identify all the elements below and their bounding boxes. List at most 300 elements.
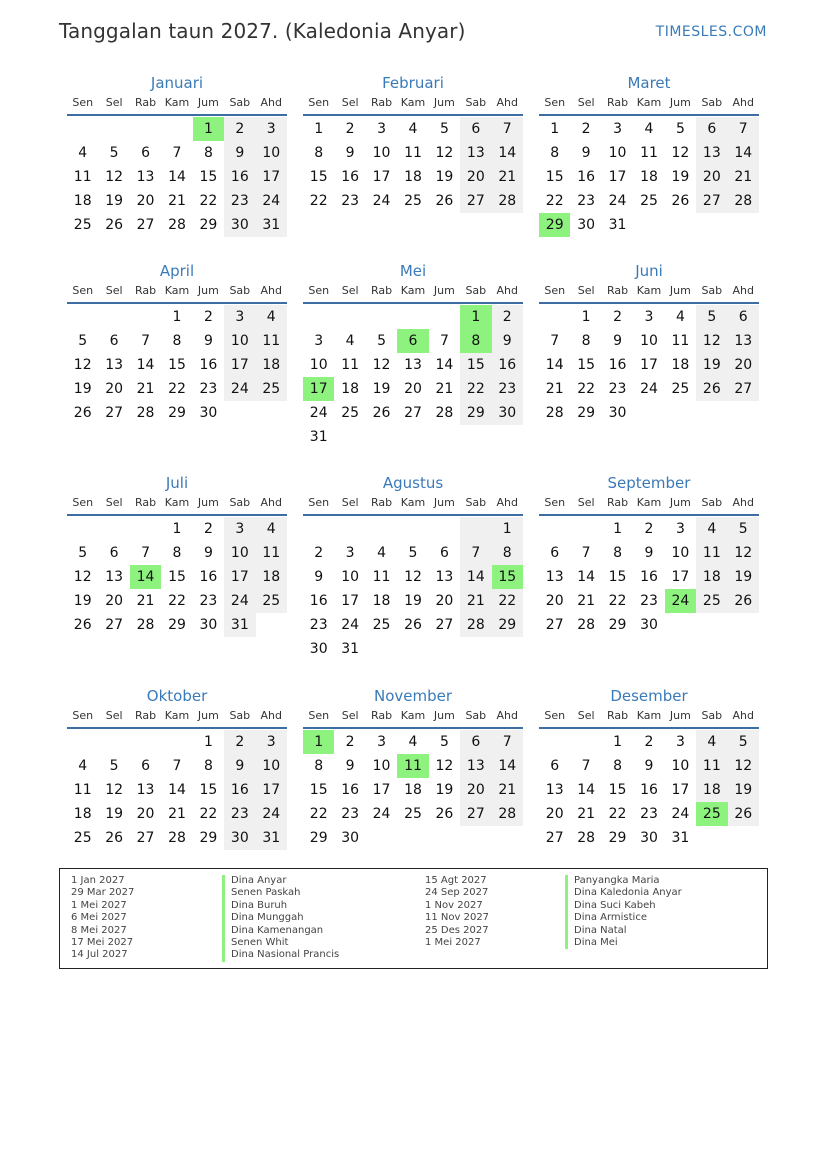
day-cell: 4 (408, 121, 418, 137)
day-cell: 26 (671, 193, 690, 209)
day-cell: 7 (550, 333, 560, 349)
day-cell: 20 (105, 593, 124, 609)
day-cell: 2 (224, 117, 255, 141)
day-cell: 23 (199, 381, 218, 397)
day-cell: 30 (309, 641, 328, 657)
day-cell: 17 (608, 169, 627, 185)
day-cell: 20 (545, 593, 564, 609)
weekday-label: Ahd (496, 496, 518, 509)
day-cell: 30 (199, 405, 218, 421)
day-cell: 13 (728, 329, 759, 353)
day-cell: 24 (256, 189, 287, 213)
day-cell: 16 (341, 169, 360, 185)
weekday-label: Jum (669, 496, 691, 509)
empty-cell (130, 730, 161, 754)
day-cell: 26 (728, 802, 759, 826)
day-cell: 3 (345, 545, 355, 561)
day-cell: 19 (696, 353, 727, 377)
day-cell: 9 (644, 758, 654, 774)
day-cell: 22 (492, 589, 523, 613)
day-cell: 26 (728, 589, 759, 613)
day-cell: 2 (581, 121, 591, 137)
day-cell: 16 (577, 169, 596, 185)
day-cell: 21 (136, 381, 155, 397)
month-juli (67, 472, 287, 637)
day-cell: 8 (172, 333, 182, 349)
day-cell: 6 (728, 305, 759, 329)
holiday-name: Dina Buruh (222, 900, 339, 912)
weekday-header (303, 707, 523, 729)
weekday-label: Sen (308, 96, 330, 109)
day-cell: 31 (309, 429, 328, 445)
holiday-day-cell: 29 (539, 213, 570, 237)
day-cell: 5 (439, 734, 449, 750)
day-cell: 14 (492, 141, 523, 165)
day-cell: 25 (73, 830, 92, 846)
weekday-label: Jum (197, 496, 219, 509)
month-name: Mei (399, 262, 427, 280)
day-cell: 28 (545, 405, 564, 421)
day-cell: 16 (640, 782, 658, 798)
day-cell: 7 (172, 758, 182, 774)
day-cell: 20 (696, 165, 727, 189)
holiday-name: Dina Armistice (565, 912, 682, 924)
weekday-label: Jum (197, 284, 219, 297)
day-cell: 13 (696, 141, 727, 165)
day-cell: 4 (696, 730, 727, 754)
weekday-label: Sel (105, 284, 123, 297)
day-cell: 30 (577, 217, 596, 233)
weekday-label: Kam (636, 496, 662, 509)
holiday-date: 25 Des 2027 (425, 924, 489, 936)
holiday-day-cell: 1 (303, 730, 334, 754)
weekday-header (303, 282, 523, 304)
day-cell: 19 (435, 782, 454, 798)
empty-cell (98, 305, 129, 329)
weekday-label: Sel (341, 284, 359, 297)
day-cell: 6 (141, 145, 151, 161)
month-februari (303, 72, 523, 213)
day-cell: 5 (696, 305, 727, 329)
weekday-label: Jum (433, 496, 455, 509)
holiday-day-cell: 17 (303, 377, 334, 401)
weekday-label: Sel (341, 496, 359, 509)
day-cell: 8 (172, 545, 182, 561)
month-name: Januari (150, 74, 204, 92)
day-cell: 8 (203, 758, 213, 774)
day-cell: 21 (168, 806, 186, 822)
day-cell: 26 (435, 193, 454, 209)
day-cell: 9 (224, 754, 255, 778)
day-cell: 2 (644, 521, 654, 537)
day-cell: 29 (460, 401, 491, 425)
day-cell: 12 (105, 169, 124, 185)
empty-cell (397, 517, 428, 541)
weekday-label: Rab (606, 284, 629, 297)
day-cell: 9 (345, 145, 355, 161)
day-cell: 15 (199, 782, 218, 798)
weekday-label: Sel (105, 496, 123, 509)
day-cell: 20 (460, 778, 491, 802)
day-cell: 22 (199, 193, 218, 209)
day-cell: 19 (671, 169, 690, 185)
day-cell: 13 (404, 357, 422, 373)
day-cell: 20 (136, 193, 155, 209)
day-cell: 18 (696, 778, 727, 802)
weekday-label: Ahd (496, 96, 518, 109)
day-cell: 22 (199, 806, 218, 822)
weekday-label: Sel (105, 709, 123, 722)
day-cell: 22 (168, 381, 186, 397)
day-cell: 23 (640, 806, 658, 822)
month-mei (303, 260, 523, 449)
weekday-header (539, 494, 759, 516)
holiday-date: 6 Mei 2027 (71, 912, 127, 924)
day-cell: 11 (73, 169, 92, 185)
weekday-header (67, 282, 287, 304)
month-november (303, 685, 523, 850)
day-cell: 5 (675, 121, 685, 137)
day-cell: 16 (309, 593, 328, 609)
day-cell: 6 (696, 117, 727, 141)
weekday-label: Ahd (732, 284, 754, 297)
day-cell: 5 (78, 545, 88, 561)
weekday-label: Sab (465, 284, 487, 297)
day-cell: 19 (728, 565, 759, 589)
day-cell: 31 (256, 826, 287, 850)
day-cell: 28 (168, 217, 186, 233)
holiday-date: 1 Mei 2027 (425, 936, 481, 948)
day-cell: 9 (581, 145, 591, 161)
day-cell: 5 (408, 545, 418, 561)
day-cell: 28 (492, 802, 523, 826)
day-cell: 19 (372, 381, 391, 397)
day-cell: 26 (372, 405, 391, 421)
day-cell: 8 (314, 758, 324, 774)
weekday-label: Ahd (260, 284, 282, 297)
weekday-label: Rab (606, 96, 629, 109)
month-name: September (607, 474, 691, 492)
day-cell: 7 (141, 545, 151, 561)
weekday-label: Ahd (260, 709, 282, 722)
day-cell: 3 (613, 121, 623, 137)
day-cell: 15 (168, 357, 186, 373)
day-cell: 28 (460, 613, 491, 637)
weekday-label: Jum (669, 709, 691, 722)
day-cell: 9 (644, 545, 654, 561)
day-cell: 19 (73, 593, 92, 609)
day-cell: 30 (341, 830, 360, 846)
holiday-name: Dina Natal (565, 925, 682, 937)
weekday-label: Sen (544, 284, 566, 297)
day-cell: 31 (224, 613, 255, 637)
month-name: Agustus (382, 474, 444, 492)
day-cell: 19 (435, 169, 454, 185)
day-cell: 12 (73, 357, 92, 373)
day-cell: 10 (671, 545, 690, 561)
day-cell: 25 (256, 589, 287, 613)
weekday-label: Sen (308, 496, 330, 509)
day-cell: 7 (172, 145, 182, 161)
day-cell: 14 (136, 357, 155, 373)
empty-cell (98, 517, 129, 541)
empty-cell (366, 305, 397, 329)
day-cell: 14 (728, 141, 759, 165)
day-cell: 6 (141, 758, 151, 774)
holiday-date: 11 Nov 2027 (425, 912, 490, 924)
day-cell: 12 (404, 569, 422, 585)
weekday-label: Ahd (732, 496, 754, 509)
day-cell: 14 (545, 357, 564, 373)
weekday-label: Sab (701, 96, 723, 109)
day-cell: 25 (404, 806, 422, 822)
day-cell: 30 (224, 213, 255, 237)
day-cell: 2 (203, 521, 213, 537)
day-cell: 7 (581, 545, 591, 561)
day-cell: 22 (460, 377, 491, 401)
weekday-label: Ahd (260, 96, 282, 109)
weekday-label: Sel (341, 709, 359, 722)
day-cell: 14 (577, 569, 596, 585)
day-cell: 24 (608, 193, 627, 209)
day-cell: 21 (492, 165, 523, 189)
day-grid (303, 517, 523, 661)
day-cell: 17 (256, 778, 287, 802)
day-cell: 4 (256, 305, 287, 329)
day-cell: 27 (460, 189, 491, 213)
day-cell: 12 (435, 758, 454, 774)
day-cell: 9 (613, 333, 623, 349)
holiday-date: 24 Sep 2027 (425, 887, 489, 899)
day-cell: 6 (109, 545, 119, 561)
weekday-header (539, 707, 759, 729)
day-cell: 29 (168, 405, 186, 421)
weekday-label: Jum (669, 96, 691, 109)
weekday-label: Kam (164, 96, 190, 109)
empty-cell (429, 305, 460, 329)
day-cell: 3 (675, 521, 685, 537)
day-cell: 6 (460, 117, 491, 141)
day-cell: 16 (199, 569, 218, 585)
month-name: Juni (635, 262, 663, 280)
day-cell: 4 (377, 545, 387, 561)
weekday-header (539, 282, 759, 304)
day-cell: 12 (372, 357, 391, 373)
day-cell: 19 (105, 193, 124, 209)
day-cell: 15 (608, 782, 627, 798)
day-cell: 27 (545, 617, 564, 633)
day-cell: 1 (581, 309, 591, 325)
holiday-date: 17 Mei 2027 (71, 936, 134, 948)
day-cell: 14 (435, 357, 454, 373)
day-cell: 19 (728, 778, 759, 802)
day-cell: 29 (309, 830, 328, 846)
day-cell: 31 (608, 217, 627, 233)
day-cell: 29 (492, 613, 523, 637)
day-cell: 26 (105, 217, 124, 233)
legend-names-col-1 (222, 875, 339, 962)
day-cell: 18 (73, 806, 92, 822)
day-cell: 23 (309, 617, 328, 633)
empty-cell (303, 305, 334, 329)
holiday-day-cell: 1 (193, 117, 224, 141)
day-cell: 28 (728, 189, 759, 213)
day-cell: 27 (404, 405, 422, 421)
day-cell: 4 (675, 309, 685, 325)
weekday-label: Kam (400, 709, 426, 722)
day-cell: 28 (492, 189, 523, 213)
day-cell: 18 (404, 169, 422, 185)
day-cell: 16 (608, 357, 627, 373)
day-cell: 12 (728, 541, 759, 565)
weekday-label: Kam (636, 709, 662, 722)
day-cell: 17 (224, 353, 255, 377)
holiday-date: 29 Mar 2027 (71, 887, 135, 899)
day-cell: 5 (728, 730, 759, 754)
day-cell: 21 (545, 381, 564, 397)
day-cell: 23 (577, 193, 596, 209)
holiday-name: Senen Whit (222, 937, 339, 949)
day-cell: 7 (492, 117, 523, 141)
legend-dates-col-2 (425, 875, 489, 949)
day-cell: 14 (168, 782, 186, 798)
weekday-label: Sab (465, 709, 487, 722)
empty-cell (161, 730, 192, 754)
day-cell: 13 (460, 141, 491, 165)
weekday-label: Sen (544, 709, 566, 722)
day-cell: 15 (309, 782, 328, 798)
day-cell: 17 (372, 169, 391, 185)
weekday-label: Kam (400, 96, 426, 109)
holiday-name: Dina Kamenangan (222, 925, 339, 937)
day-cell: 5 (377, 333, 387, 349)
day-cell: 19 (73, 381, 92, 397)
day-cell: 25 (640, 193, 658, 209)
day-cell: 27 (460, 802, 491, 826)
day-cell: 28 (577, 617, 596, 633)
weekday-label: Sen (72, 96, 94, 109)
day-cell: 12 (435, 145, 454, 161)
weekday-label: Sen (72, 284, 94, 297)
weekday-label: Sab (465, 496, 487, 509)
day-cell: 10 (608, 145, 627, 161)
day-cell: 13 (435, 569, 454, 585)
page-title: Tanggalan taun 2027. (Kaledonia Anyar) (59, 19, 466, 43)
day-cell: 3 (224, 517, 255, 541)
day-cell: 15 (460, 353, 491, 377)
day-cell: 20 (136, 806, 155, 822)
month-agustus (303, 472, 523, 661)
day-cell: 3 (314, 333, 324, 349)
day-cell: 26 (435, 806, 454, 822)
empty-cell (303, 517, 334, 541)
empty-cell (98, 730, 129, 754)
day-cell: 27 (136, 217, 155, 233)
brand-link[interactable]: TIMESLES.COM (655, 24, 767, 40)
day-cell: 31 (256, 213, 287, 237)
day-cell: 13 (545, 569, 564, 585)
day-cell: 20 (545, 806, 564, 822)
weekday-label: Rab (606, 496, 629, 509)
day-cell: 29 (608, 830, 627, 846)
day-cell: 18 (640, 169, 658, 185)
day-grid (67, 517, 287, 637)
day-cell: 12 (73, 569, 92, 585)
day-cell: 7 (492, 730, 523, 754)
weekday-label: Jum (433, 96, 455, 109)
day-cell: 25 (341, 405, 360, 421)
holiday-day-cell: 15 (492, 565, 523, 589)
day-grid (67, 305, 287, 425)
weekday-label: Rab (134, 709, 157, 722)
day-grid (67, 117, 287, 237)
day-cell: 23 (199, 593, 218, 609)
day-cell: 5 (439, 121, 449, 137)
day-cell: 5 (728, 517, 759, 541)
day-cell: 14 (460, 565, 491, 589)
weekday-label: Sab (229, 284, 251, 297)
holiday-date: 1 Jan 2027 (71, 875, 125, 886)
day-cell: 2 (345, 121, 355, 137)
month-name: Maret (627, 74, 671, 92)
day-cell: 10 (224, 329, 255, 353)
day-grid (539, 305, 759, 425)
empty-cell (539, 305, 570, 329)
day-cell: 11 (696, 754, 727, 778)
day-cell: 29 (577, 405, 596, 421)
day-cell: 10 (224, 541, 255, 565)
month-juni (539, 260, 759, 425)
month-name: Juli (165, 474, 189, 492)
day-cell: 18 (404, 782, 422, 798)
day-cell: 21 (577, 593, 596, 609)
day-cell: 20 (460, 165, 491, 189)
day-cell: 28 (136, 405, 155, 421)
day-cell: 2 (492, 305, 523, 329)
weekday-label: Sel (341, 96, 359, 109)
holiday-name: Senen Paskah (222, 887, 339, 899)
day-cell: 8 (492, 541, 523, 565)
day-cell: 24 (372, 193, 391, 209)
holiday-day-cell: 24 (665, 589, 696, 613)
day-cell: 5 (78, 333, 88, 349)
day-cell: 22 (168, 593, 186, 609)
weekday-label: Kam (400, 496, 426, 509)
day-cell: 12 (105, 782, 124, 798)
day-cell: 16 (224, 165, 255, 189)
day-cell: 29 (199, 217, 218, 233)
day-cell: 17 (671, 569, 690, 585)
weekday-label: Rab (606, 709, 629, 722)
day-cell: 17 (341, 593, 360, 609)
weekday-label: Sab (701, 496, 723, 509)
day-cell: 17 (256, 165, 287, 189)
day-cell: 24 (256, 802, 287, 826)
day-cell: 23 (224, 189, 255, 213)
holiday-name: Dina Anyar (222, 875, 339, 887)
day-cell: 18 (696, 565, 727, 589)
day-cell: 25 (671, 381, 690, 397)
weekday-label: Sab (465, 96, 487, 109)
day-cell: 23 (492, 377, 523, 401)
day-cell: 20 (105, 381, 124, 397)
day-cell: 8 (314, 145, 324, 161)
day-cell: 14 (577, 782, 596, 798)
holiday-date: 15 Agt 2027 (425, 875, 487, 886)
day-cell: 8 (203, 145, 213, 161)
day-cell: 24 (224, 377, 255, 401)
day-cell: 18 (256, 353, 287, 377)
